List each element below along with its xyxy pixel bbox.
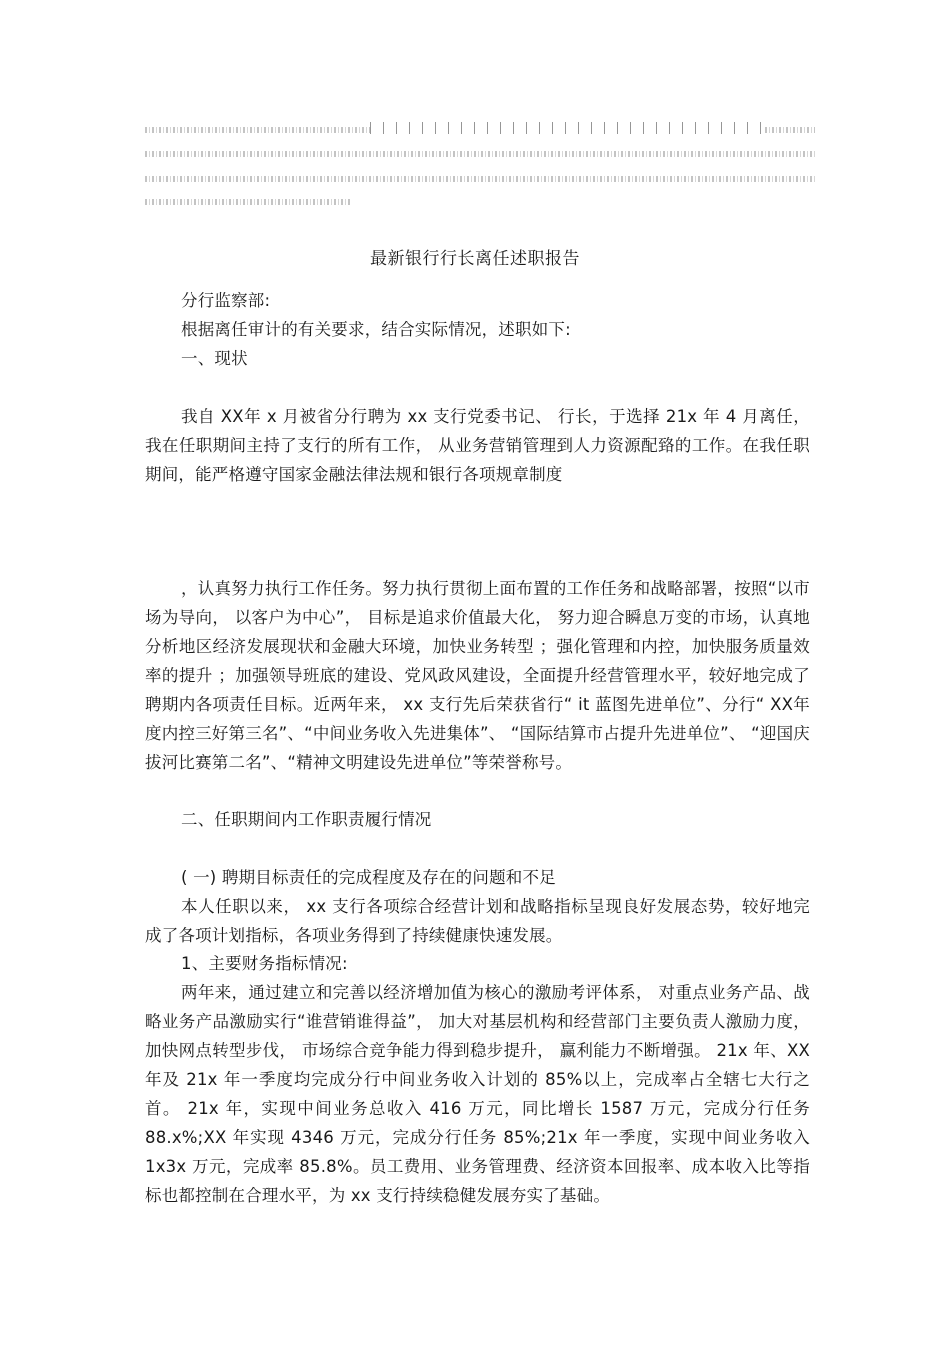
salutation: 分行监察部: bbox=[181, 291, 271, 310]
section-heading-1: 一、现状 bbox=[181, 349, 248, 368]
section-heading-2: 二、任职期间内工作职责履行情况 bbox=[181, 810, 432, 829]
paragraph-1: 我自 XX年 x 月被省分行聘为 xx 支行党委书记、 行长，于选择 21x 年 4 月离任，我在任职期间主持了支行的所有工作， 从业务营销管理到人力资源配臵的工作。在我任职期间，能严格遵守国家金融法律法规和银行各项规章制度 bbox=[145, 407, 810, 484]
item-heading-1: 1、主要财务指标情况: bbox=[181, 954, 348, 973]
paragraph-2: ，认真努力执行工作任务。努力执行贯彻上面布置的工作任务和战略部署，按照“以市场为导向， 以客户为中心”， 目标是追求价值最大化， 努力迎合瞬息万变的市场，认真地分析地区经济发展现状和金融大环境，加快业务转型 ；强化管理和内控，加快服务质量效率的提升 ；加强领导班底的建设、党风政风建设，全面提升经营管理水平，较好地完成了聘期内各项责任目标。近两年来， xx 支行先后荣获省行“ it 蓝图先进单位”、分行“ XX年度内控三好第三名”、“中间业务收入先进集体”、 “国际结算市占提升先进单位”、 “迎国庆拔河比赛第二名”、“精神文明建设先进单位”等荣誉称号。 bbox=[145, 579, 810, 772]
document-title: 最新银行行长离任述职报告 bbox=[370, 249, 580, 269]
paragraph-4: 两年来，通过建立和完善以经济增加值为核心的激励考评体系， 对重点业务产品、战略业务产品激励实行“谁营销谁得益”， 加大对基层机构和经营部门主要负责人激励力度， 加快网点转型步伐， 市场综合竞争能力得到稳步提升， 赢利能力不断增强。 21x 年、XX年及 21x 年一季度均完成分行中间业务收入计划的 85%以上，完成率占全辖七大行之首。 21x 年，实现中间业务总收入 416 万元，同比增长 1587 万元，完成分行任务 88.x%;XX 年实现 4346 万元，完成分行任务 85%;21x 年一季度，实现中间业务收入 1x3x 万元，完成率 85.8%。员工费用、业务管理费、经济资本回报率、成本收入比等指标也都控制在合理水平，为 xx 支行持续稳健发展夯实了基础。 bbox=[145, 983, 810, 1205]
header-noise-line-4 bbox=[145, 199, 350, 205]
intro-line: 根据离任审计的有关要求，结合实际情况，述职如下: bbox=[181, 320, 571, 339]
header-noise-line-1b bbox=[765, 127, 815, 133]
sub-heading-1: ( 一) 聘期目标责任的完成程度及存在的问题和不足 bbox=[181, 868, 556, 887]
header-noise-line-2 bbox=[145, 151, 817, 157]
paragraph-3: 本人任职以来， xx 支行各项综合经营计划和战略指标呈现良好发展态势，较好地完成了各项计划指标，各项业务得到了持续健康快速发展。 bbox=[145, 897, 810, 945]
header-noise-bars bbox=[370, 122, 765, 134]
header-noise-line-3 bbox=[145, 176, 817, 182]
header-noise-line-1 bbox=[145, 127, 370, 133]
